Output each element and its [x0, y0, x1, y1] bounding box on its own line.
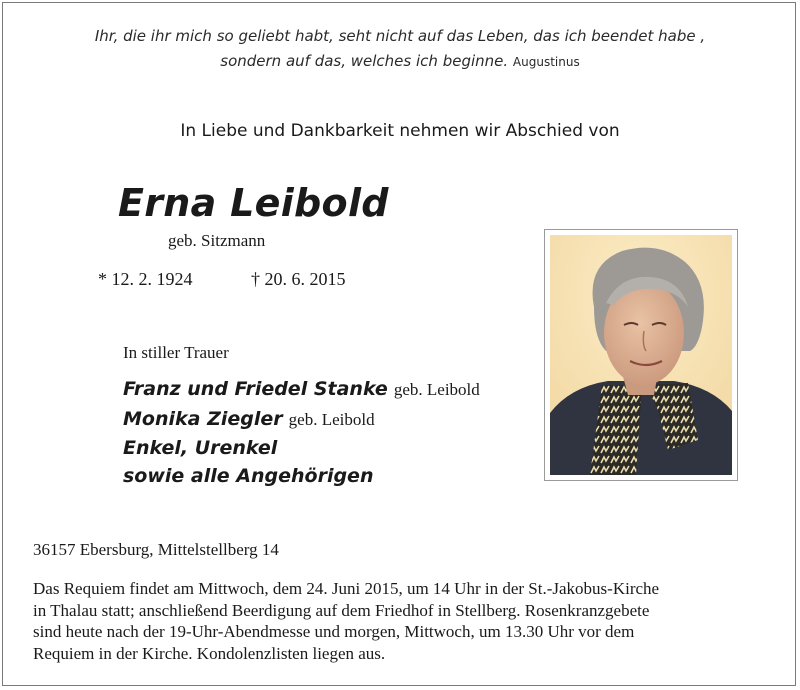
mourner-name: Enkel, Urenkel	[123, 437, 278, 459]
notice-line: Requiem in der Kirche. Kondolenzlisten liegen aus.	[33, 643, 386, 663]
mourner-line	[123, 408, 375, 430]
death-date: † 20. 6. 2015	[251, 269, 346, 289]
quote-text: sondern auf das, welches ich beginne.	[220, 52, 509, 70]
portrait-illustration	[550, 235, 732, 475]
notice-line: sind heute nach der 19-Uhr-Abendmesse und morgen, Mittwoch, um 13.30 Uhr vor dem	[33, 622, 635, 641]
farewell-intro: In Liebe und Dankbarkeit nehmen wir Abschied von	[180, 121, 620, 141]
quote-author: Augustinus	[512, 55, 580, 69]
mourner-line	[123, 465, 373, 487]
mourner-name: sowie alle Angehörigen	[123, 465, 374, 487]
mourning-label: In stiller Trauer	[123, 343, 229, 362]
notice-line: Das Requiem findet am Mittwoch, dem 24. Juni 2015, um 14 Uhr in der St.-Jakobus-Kirche	[33, 579, 660, 598]
portrait-photo-frame	[544, 229, 738, 481]
mourner-suffix: geb. Leibold	[393, 380, 480, 399]
mourner-line	[123, 437, 277, 459]
notice-paragraph	[33, 578, 778, 664]
birth-date: * 12. 2. 1924	[98, 269, 193, 289]
obituary-frame	[2, 2, 796, 686]
mourner-suffix: geb. Leibold	[288, 410, 375, 429]
mourner-name: Franz und Friedel Stanke	[123, 378, 388, 400]
mourner-line	[123, 378, 480, 400]
portrait-photo	[550, 235, 732, 475]
quote-line-1: Ihr, die ihr mich so geliebt habt, seht nicht auf das Leben, das ich beendet habe ,	[94, 27, 706, 45]
maiden-name: geb. Sitzmann	[168, 231, 266, 250]
mourner-name: Monika Ziegler	[123, 408, 283, 430]
quote-line-2	[3, 52, 797, 70]
deceased-name: Erna Leibold	[118, 181, 389, 225]
address: 36157 Ebersburg, Mittelstellberg 14	[33, 540, 279, 559]
notice-line: in Thalau statt; anschließend Beerdigung auf dem Friedhof in Stellberg. Rosenkranzgebete	[33, 600, 650, 620]
